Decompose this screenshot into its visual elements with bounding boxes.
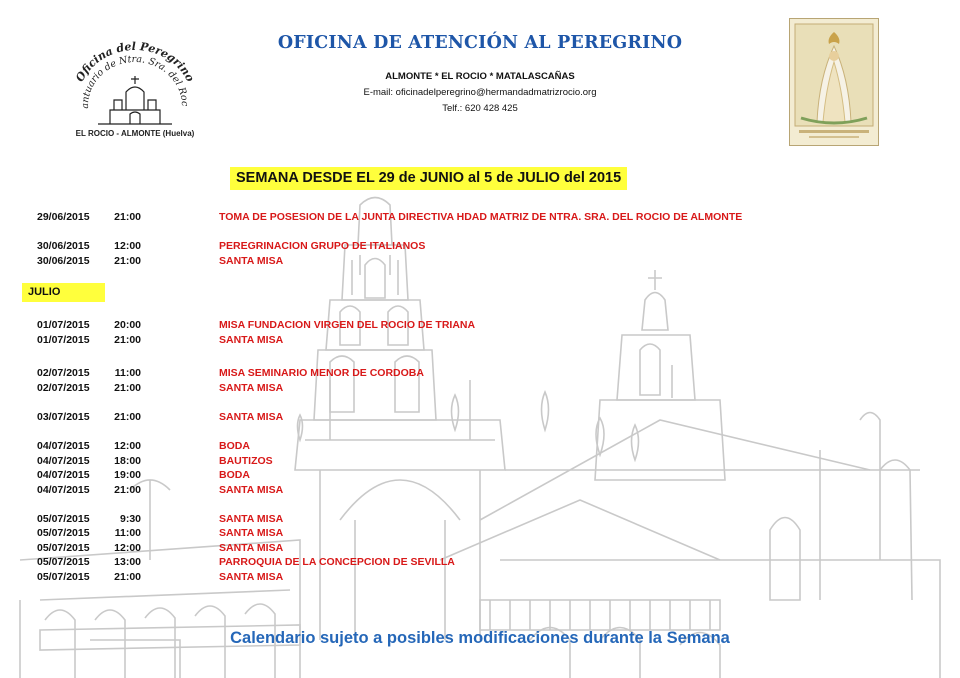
schedule-row: [0, 454, 960, 468]
schedule-time: 18:00: [114, 455, 141, 467]
schedule-row: [0, 570, 960, 584]
schedule-event: SANTA MISA: [219, 484, 284, 496]
schedule-date: 05/07/2015: [37, 513, 90, 525]
schedule-date: 01/07/2015: [37, 334, 90, 346]
schedule-time: 21:00: [114, 334, 141, 346]
schedule-row: [0, 381, 960, 395]
schedule-row: [0, 555, 960, 569]
schedule-event: SANTA MISA: [219, 411, 284, 423]
schedule-date: 04/07/2015: [37, 484, 90, 496]
schedule-date: 30/06/2015: [37, 255, 90, 267]
schedule-event: BAUTIZOS: [219, 455, 273, 467]
schedule-event: SANTA MISA: [219, 255, 284, 267]
schedule-row: [0, 512, 960, 526]
schedule-row: [0, 318, 960, 332]
schedule-date: 04/07/2015: [37, 455, 90, 467]
schedule-date: 01/07/2015: [37, 319, 90, 331]
schedule-row: [0, 333, 960, 347]
schedule-date: 02/07/2015: [37, 367, 90, 379]
schedule-date: 29/06/2015: [37, 211, 90, 223]
schedule-time: 21:00: [114, 411, 141, 423]
schedule-event: SANTA MISA: [219, 513, 284, 525]
schedule-event: SANTA MISA: [219, 382, 284, 394]
schedule-row: [0, 366, 960, 380]
schedule-date: 04/07/2015: [37, 440, 90, 452]
schedule-time: 11:00: [114, 367, 141, 379]
schedule-row: [0, 541, 960, 555]
schedule-time: 9:30: [119, 513, 141, 525]
schedule-event: TOMA DE POSESION DE LA JUNTA DIRECTIVA HDAD MATRIZ DE NTRA. SRA. DEL ROCIO DE ALMONTE: [219, 211, 743, 223]
schedule-row: [0, 468, 960, 482]
schedule-date: 03/07/2015: [37, 411, 90, 423]
schedule-time: 12:00: [114, 440, 141, 452]
schedule-event: PEREGRINACION GRUPO DE ITALIANOS: [219, 240, 426, 252]
schedule-time: 12:00: [114, 542, 141, 554]
schedule-date: 05/07/2015: [37, 571, 90, 583]
schedule-event: BODA: [219, 469, 250, 481]
schedule-row: [0, 526, 960, 540]
schedule-row: [0, 483, 960, 497]
schedule-time: 13:00: [114, 556, 141, 568]
schedule-event: BODA: [219, 440, 250, 452]
schedule-event: SANTA MISA: [219, 527, 284, 539]
schedule-event: SANTA MISA: [219, 334, 284, 346]
schedule-date: 02/07/2015: [37, 382, 90, 394]
location-line: ALMONTE * EL ROCIO * MATALASCAÑAS: [385, 71, 575, 82]
week-title: SEMANA DESDE EL 29 de JUNIO al 5 de JULIO del 2015: [230, 167, 627, 190]
schedule-time: 21:00: [114, 255, 141, 267]
month-label: JULIO: [22, 283, 105, 302]
schedule-time: 20:00: [114, 319, 141, 331]
schedule-row: [0, 210, 960, 224]
schedule-event: SANTA MISA: [219, 542, 284, 554]
schedule-date: 05/07/2015: [37, 542, 90, 554]
email-line: E-mail: oficinadelperegrino@hermandadmatrizrocio.org: [363, 87, 597, 98]
logo-arc-text-2: antuario de Ntra. Sra. del Roc: [79, 53, 191, 109]
schedule-row: [0, 254, 960, 268]
schedule-date: 30/06/2015: [37, 240, 90, 252]
phone-line: Telf.: 620 428 425: [442, 103, 518, 114]
logo-bottom-text: EL ROCIO - ALMONTE (Huelva): [75, 129, 195, 138]
schedule-date: 04/07/2015: [37, 469, 90, 481]
schedule-time: 11:00: [114, 527, 141, 539]
page-title: OFICINA DE ATENCIÓN AL PEREGRINO: [277, 33, 683, 53]
schedule-event: MISA FUNDACION VIRGEN DEL ROCIO DE TRIANA: [219, 319, 476, 331]
schedule-row: [0, 410, 960, 424]
schedule-event: PARROQUIA DE LA CONCEPCION DE SEVILLA: [219, 556, 455, 568]
schedule-time: 21:00: [114, 211, 141, 223]
schedule-time: 12:00: [114, 240, 141, 252]
schedule-date: 05/07/2015: [37, 556, 90, 568]
schedule-event: MISA SEMINARIO MENOR DE CORDOBA: [219, 367, 424, 379]
schedule-time: 21:00: [114, 484, 141, 496]
schedule-row: [0, 239, 960, 253]
schedule-event: SANTA MISA: [219, 571, 284, 583]
schedule-time: 21:00: [114, 382, 141, 394]
schedule-row: [0, 439, 960, 453]
footer-note: Calendario sujeto a posibles modificaciones durante la Semana: [230, 629, 730, 647]
schedule-time: 19:00: [114, 469, 141, 481]
schedule-time: 21:00: [114, 571, 141, 583]
logo-arc-text: Oficina del Peregrino: [73, 40, 197, 84]
schedule-date: 05/07/2015: [37, 527, 90, 539]
